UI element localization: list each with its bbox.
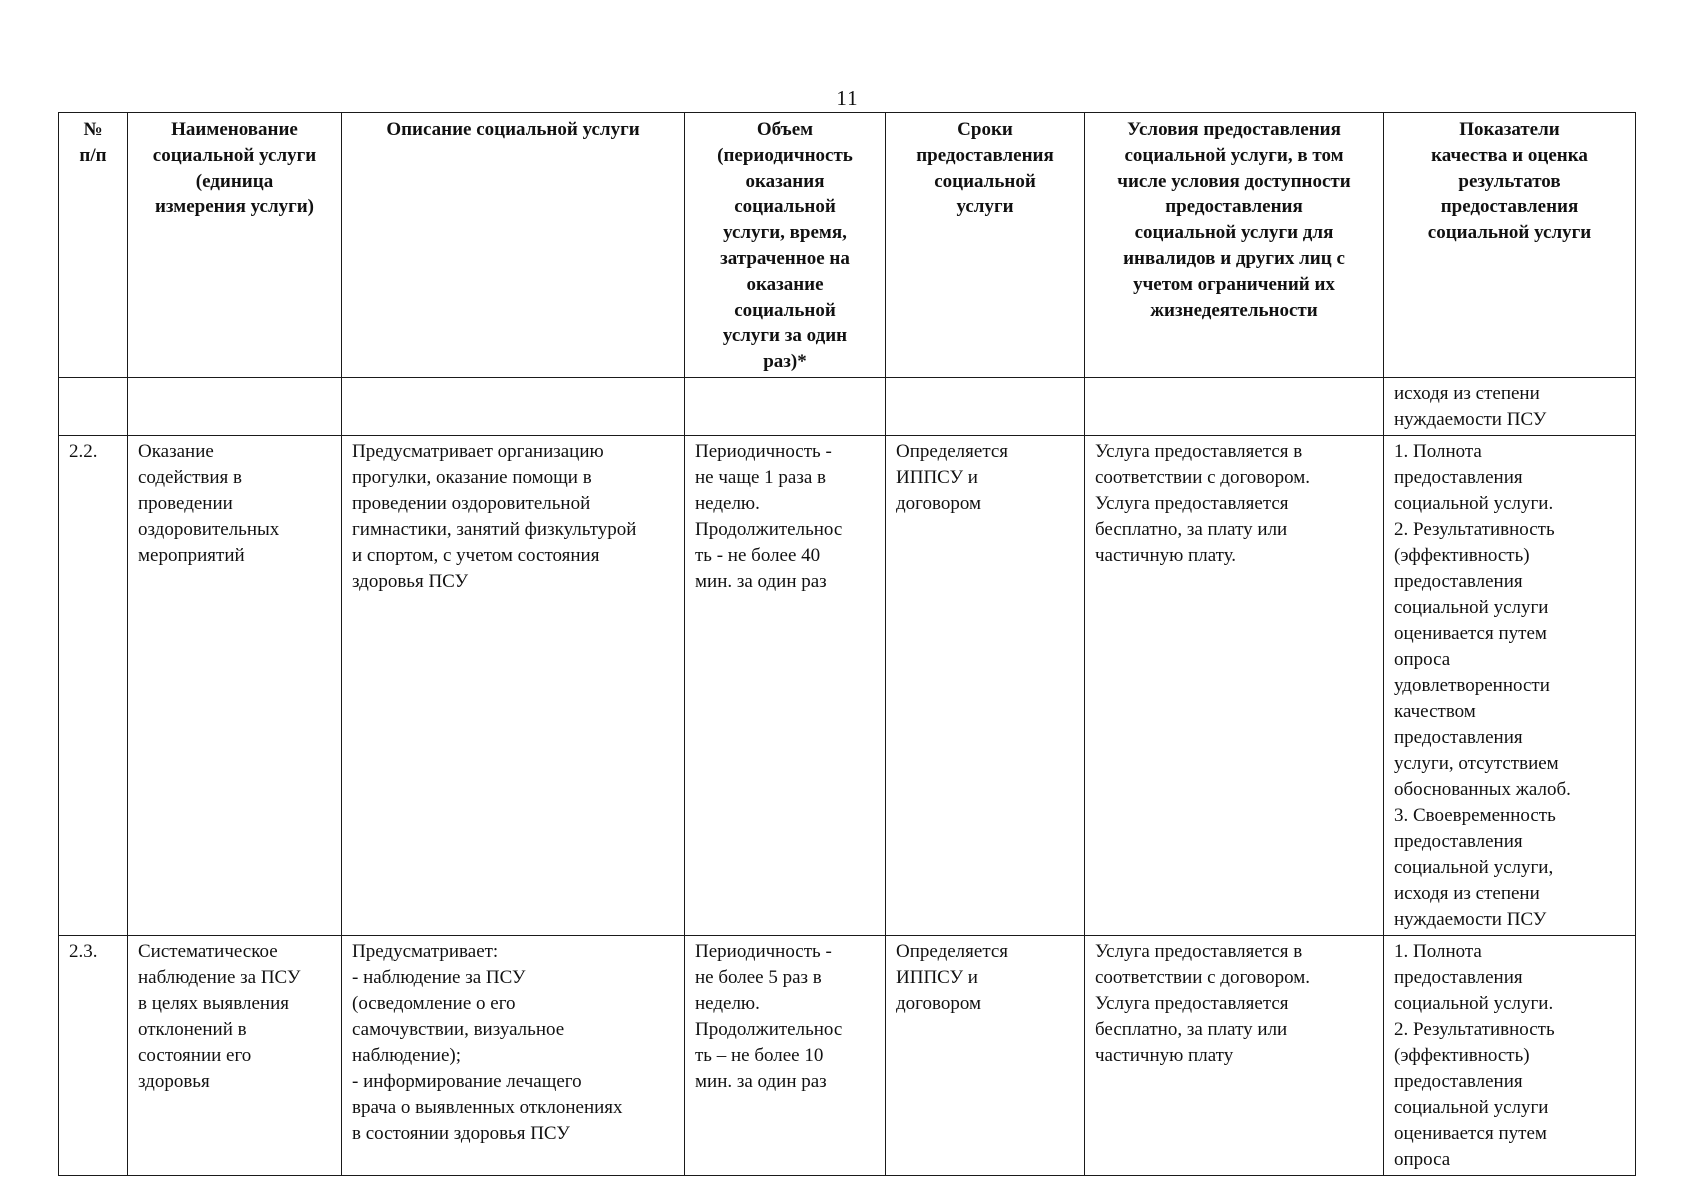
table-cell [886,377,1085,435]
header-number: № п/п [59,113,128,378]
header-conditions: Условия предоставления социальной услуги, в том числе условия доступности предоставления социальной услуги для инвалидов и других лиц с учетом ограничений их жизнедеятельности [1085,113,1384,378]
volume-cell: Периодичность - не более 5 раз в неделю. Продолжительнос ть – не более 10 мин. за один раз [685,935,886,1175]
table-cell [342,377,685,435]
description-cell: Предусматривает: - наблюдение за ПСУ (осведомление о его самочувствии, визуальное наблюдение); - информирование лечащего врача о выявленных отклонениях в состоянии здоровья ПСУ [342,935,685,1175]
row-number-cell: 2.3. [59,935,128,1175]
table-row [59,935,1636,1175]
header-terms: Сроки предоставления социальной услуги [886,113,1085,378]
header-description: Описание социальной услуги [342,113,685,378]
page-number: 11 [836,86,859,110]
volume-cell: Периодичность - не чаще 1 раза в неделю. Продолжительнос ть - не более 40 мин. за один раз [685,435,886,935]
continuation-quality-cell: исходя из степени нуждаемости ПСУ [1384,377,1636,435]
service-name-cell: Систематическое наблюдение за ПСУ в целях выявления отклонений в состоянии его здоровья [128,935,342,1175]
quality-cell: 1. Полнота предоставления социальной услуги. 2. Результативность (эффективность) предоставления социальной услуги оценивается путем опроса удовлетворенности качеством предоставления услуги, отсутствием обоснованных жалоб. 3. Своевременность предоставления социальной услуги, исходя из степени нуждаемости ПСУ [1384,435,1636,935]
row-number-cell: 2.2. [59,435,128,935]
terms-cell: Определяется ИППСУ и договором [886,435,1085,935]
quality-cell: 1. Полнота предоставления социальной услуги. 2. Результативность (эффективность) предоставления социальной услуги оценивается путем опроса [1384,935,1636,1175]
header-service-name: Наименование социальной услуги (единица измерения услуги) [128,113,342,378]
terms-cell: Определяется ИППСУ и договором [886,935,1085,1175]
header-row [59,113,1636,378]
table-row [59,435,1636,935]
services-table [58,112,1636,1176]
service-name-cell: Оказание содействия в проведении оздоровительных мероприятий [128,435,342,935]
conditions-cell: Услуга предоставляется в соответствии с договором. Услуга предоставляется бесплатно, за плату или частичную плату. [1085,435,1384,935]
table-cell [128,377,342,435]
continuation-row [59,377,1636,435]
table-cell [59,377,128,435]
conditions-cell: Услуга предоставляется в соответствии с договором. Услуга предоставляется бесплатно, за плату или частичную плату [1085,935,1384,1175]
header-quality: Показатели качества и оценка результатов предоставления социальной услуги [1384,113,1636,378]
table-cell [685,377,886,435]
description-cell: Предусматривает организацию прогулки, оказание помощи в проведении оздоровительной гимнастики, занятий физкультурой и спортом, с учетом состояния здоровья ПСУ [342,435,685,935]
table-cell [1085,377,1384,435]
header-volume: Объем (периодичность оказания социальной услуги, время, затраченное на оказание социальной услуги за один раз)* [685,113,886,378]
